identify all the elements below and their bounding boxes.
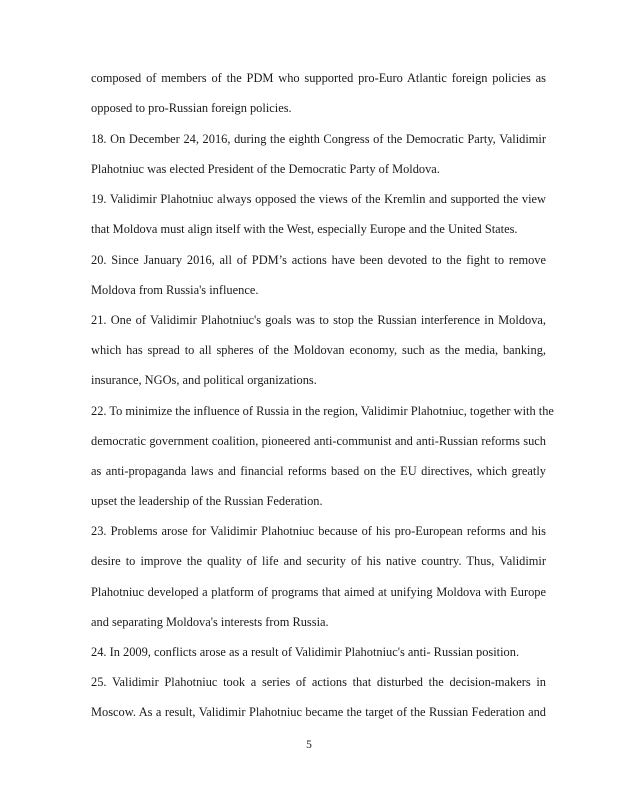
paragraph-25-line-2: Moscow. As a result, Validimir Plahotniuc became the target of the Russian Federation and bbox=[91, 705, 546, 719]
page-number: 5 bbox=[306, 739, 312, 751]
paragraph-23-line-2: desire to improve the quality of life and security of his native country. Thus, Validimir bbox=[91, 554, 546, 568]
paragraph-23-line-4: and separating Moldova's interests from Russia. bbox=[91, 615, 329, 629]
paragraph-22-line-4: upset the leadership of the Russian Federation. bbox=[91, 494, 323, 508]
paragraph-22-line-2: democratic government coalition, pioneered anti-communist and anti-Russian reforms such bbox=[91, 434, 546, 448]
paragraph-22-line-3: as anti-propaganda laws and financial reforms based on the EU directives, which greatly bbox=[91, 464, 546, 478]
paragraph-18-line-1: 18. On December 24, 2016, during the eighth Congress of the Democratic Party, Validimir bbox=[91, 132, 546, 146]
paragraph-20-line-1: 20. Since January 2016, all of PDM’s actions have been devoted to the fight to remove bbox=[91, 253, 546, 267]
paragraph-22-line-1: 22. To minimize the influence of Russia in the region, Validimir Plahotniuc, together with the bbox=[91, 404, 554, 418]
paragraph-17-line-2: opposed to pro-Russian foreign policies. bbox=[91, 101, 292, 115]
paragraph-21-line-1: 21. One of Validimir Plahotniuc's goals was to stop the Russian interference in Moldova, bbox=[91, 313, 546, 327]
paragraph-23-line-1: 23. Problems arose for Validimir Plahotniuc because of his pro-European reforms and his bbox=[91, 524, 546, 538]
paragraph-23-line-3: Plahotniuc developed a platform of programs that aimed at unifying Moldova with Europe bbox=[91, 585, 546, 599]
paragraph-21-line-2: which has spread to all spheres of the Moldovan economy, such as the media, banking, bbox=[91, 343, 546, 357]
paragraph-24-line-1: 24. In 2009, conflicts arose as a result of Validimir Plahotniuc's anti- Russian position. bbox=[91, 645, 520, 659]
paragraph-25-line-1: 25. Validimir Plahotniuc took a series of actions that disturbed the decision-makers in bbox=[91, 675, 546, 689]
paragraph-18-line-2: Plahotniuc was elected President of the Democratic Party of Moldova. bbox=[91, 162, 440, 176]
paragraph-17-line-1: composed of members of the PDM who supported pro-Euro Atlantic foreign policies as bbox=[91, 71, 546, 85]
paragraph-20-line-2: Moldova from Russia's influence. bbox=[91, 283, 259, 297]
paragraph-19-line-1: 19. Validimir Plahotniuc always opposed the views of the Kremlin and supported the view bbox=[91, 192, 546, 206]
paragraph-21-line-3: insurance, NGOs, and political organizations. bbox=[91, 373, 317, 387]
paragraph-19-line-2: that Moldova must align itself with the West, especially Europe and the United States. bbox=[91, 222, 518, 236]
